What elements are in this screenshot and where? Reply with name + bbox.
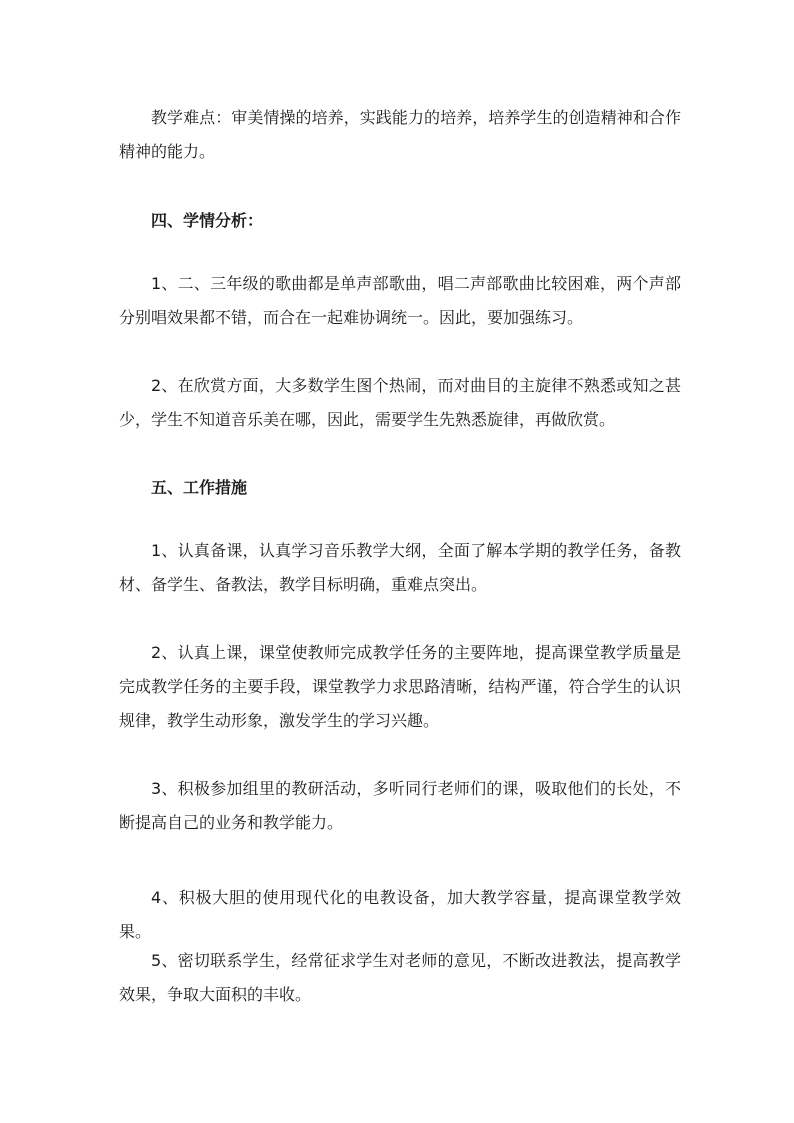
- teaching-difficulty-paragraph: 教学难点：审美情操的培养，实践能力的培养，培养学生的创造精神和合作精神的能力。: [119, 108, 681, 161]
- measure-paragraph-1: 1、认真备课，认真学习音乐教学大纲，全面了解本学期的教学任务，备教材、备学生、备教法，教学目标明确，重难点突出。: [119, 541, 681, 594]
- analysis-paragraph-1: 1、二、三年级的歌曲都是单声部歌曲，唱二声部歌曲比较困难，两个声部分别唱效果都不错，而合在一起难协调统一。因此，要加强练习。: [119, 274, 681, 327]
- measure-paragraph-4: 4、积极大胆的使用现代化的电教设备，加大教学容量，提高课堂教学效果。: [119, 888, 681, 941]
- section-heading-student-analysis: 四、学情分析：: [151, 211, 264, 230]
- measure-paragraph-5: 5、密切联系学生，经常征求学生对老师的意见，不断改进教法，提高教学效果，争取大面积的丰收。: [119, 951, 681, 1004]
- analysis-paragraph-2: 2、在欣赏方面，大多数学生图个热闹，而对曲目的主旋律不熟悉或知之甚少，学生不知道音乐美在哪，因此，需要学生先熟悉旋律，再做欣赏。: [119, 376, 681, 429]
- section-heading-work-measures: 五、工作措施: [151, 478, 248, 497]
- measure-paragraph-3: 3、积极参加组里的教研活动，多听同行老师们的课，吸取他们的长处，不断提高自己的业务和教学能力。: [119, 779, 681, 832]
- measure-paragraph-2: 2、认真上课，课堂使教师完成教学任务的主要阵地，提高课堂教学质量是完成教学任务的主要手段，课堂教学力求思路清晰，结构严谨，符合学生的认识规律，教学生动形象，激发学生的学习兴趣。: [119, 643, 681, 730]
